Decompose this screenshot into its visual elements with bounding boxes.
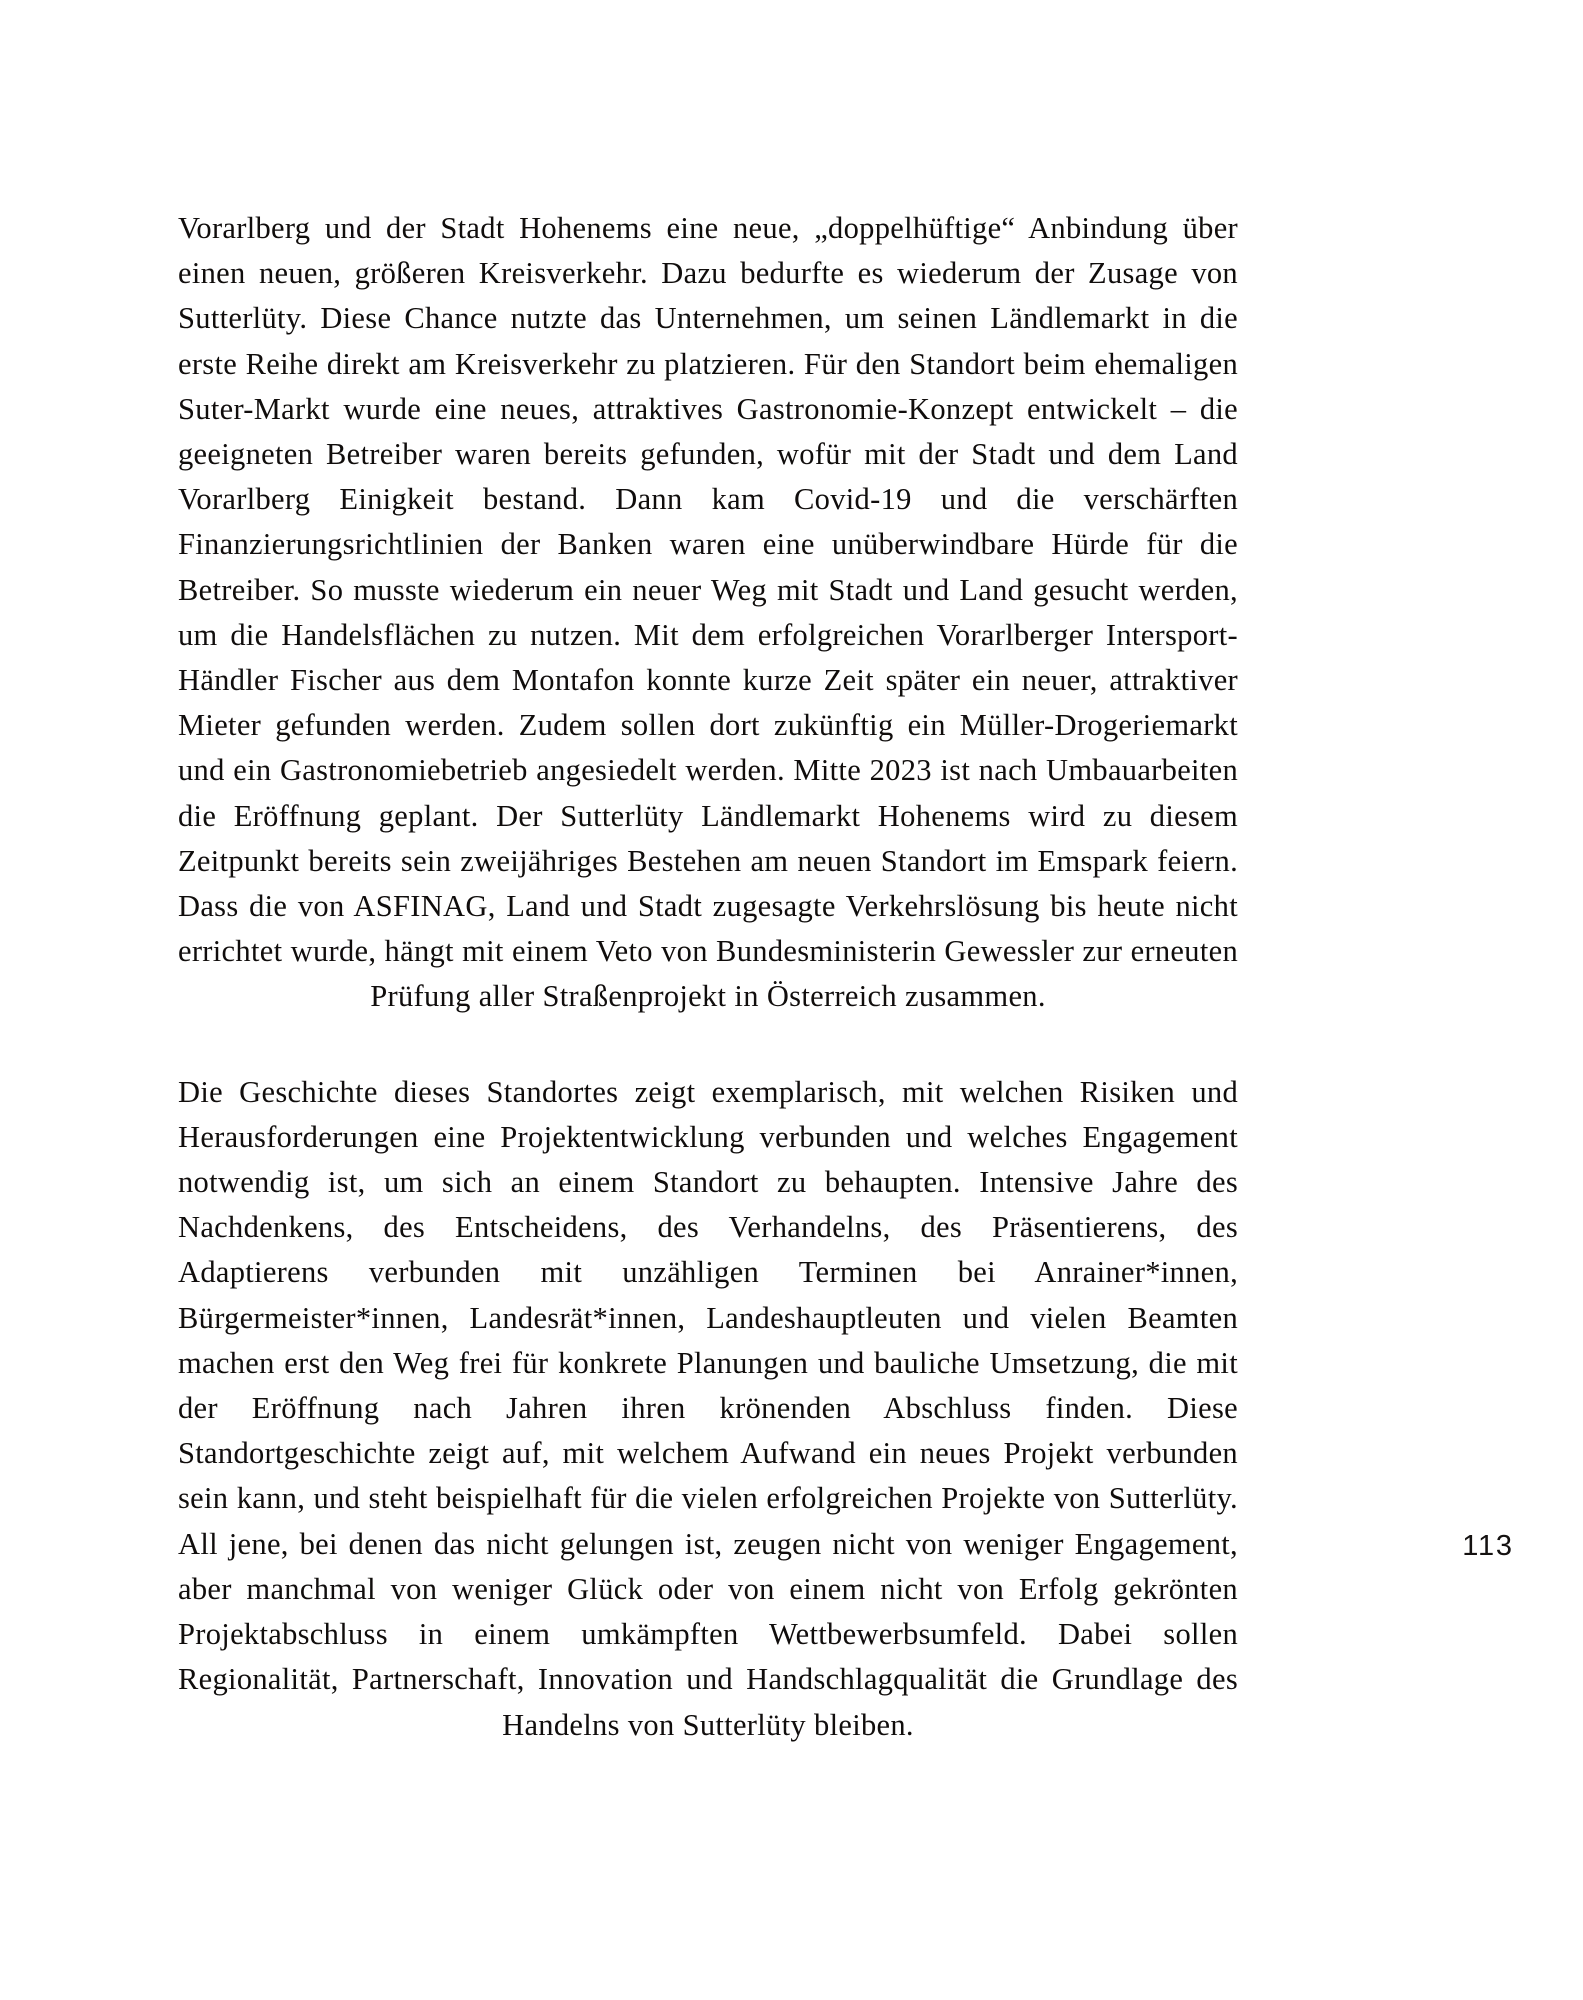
body-paragraph-1: Vorarlberg und der Stadt Hohenems eine neue, „doppelhüftige“ Anbindung über einen neuen, größeren Kreisverkehr. Dazu bedurfte es wiederum der Zusage von Sutterlüty. Diese Chance nutzte das Unternehmen, um seinen Ländlemarkt in die erste Reihe direkt am Kreisverkehr zu platzieren. Für den Standort beim ehemaligen Suter-Markt wurde eine neues, attraktives Gastronomie-Konzept entwickelt – die geeigneten Betreiber waren bereits gefunden, wofür mit der Stadt und dem Land Vorarlberg Einigkeit bestand. Dann kam Covid-19 und die verschärften Finanzierungsrichtlinien der Banken waren eine unüberwindbare Hürde für die Betreiber. So musste wiederum ein neuer Weg mit Stadt und Land gesucht werden, um die Handelsflächen zu nutzen. Mit dem erfolgreichen Vorarlberger Intersport-Händler Fischer aus dem Montafon konnte kurze Zeit später ein neuer, attraktiver Mieter gefunden werden. Zudem sollen dort zukünftig ein Müller-Drogeriemarkt und ein Gastronomiebetrieb angesiedelt werden. Mitte 2023 ist nach Umbauarbeiten die Eröffnung geplant. Der Sutterlüty Ländlemarkt Hohenems wird zu diesem Zeitpunkt bereits sein zweijähriges Bestehen am neuen Standort im Emspark feiern. Dass die von ASFINAG, Land und Stadt zugesagte Verkehrslösung bis heute nicht errichtet wurde, hängt mit einem Veto von Bundesministerin Gewessler zur erneuten Prüfung aller Straßenprojekt in Österreich zusammen. <box>178 211 1238 1014</box>
page-number: 113 <box>1462 1530 1514 1562</box>
body-text-column <box>178 206 1238 1748</box>
body-paragraph-2: Die Geschichte dieses Standortes zeigt exemplarisch, mit welchen Risiken und Herausforderungen eine Projektentwicklung verbunden und welches Engagement notwendig ist, um sich an einem Standort zu behaupten. Intensive Jahre des Nachdenkens, des Entscheidens, des Verhandelns, des Präsentierens, des Adaptierens verbunden mit unzähligen Terminen bei Anrainer*innen, Bürgermeister*innen, Landesrät*innen, Landeshauptleuten und vielen Beamten machen erst den Weg frei für konkrete Planungen und bauliche Umsetzung, die mit der Eröffnung nach Jahren ihren krönenden Abschluss finden. Diese Standortgeschichte zeigt auf, mit welchem Aufwand ein neues Projekt verbunden sein kann, und steht beispielhaft für die vielen erfolgreichen Projekte von Sutterlüty. All jene, bei denen das nicht gelungen ist, zeugen nicht von weniger Engagement, aber manchmal von weniger Glück oder von einem nicht von Erfolg gekrönten Projektabschluss in einem umkämpften Wettbewerbsumfeld. Dabei sollen Regionalität, Partnerschaft, Innovation und Handschlagqualität die Grundlage des Handelns von Sutterlüty bleiben. <box>178 1074 1238 1742</box>
